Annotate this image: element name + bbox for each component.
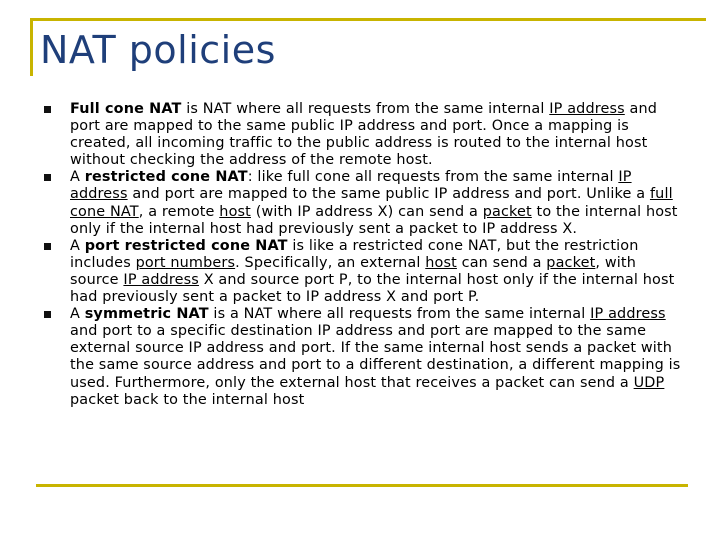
inline-link[interactable]: IP address (549, 101, 625, 117)
slide-title: NAT policies (40, 28, 276, 72)
inline-link[interactable]: IP address (70, 169, 632, 203)
text-segment: and port to a specific destination IP address and port are mapped to the same external source IP address and port. If the same internal host sends a packet with the same source address and port to a different destination, a different mapping is used. Furthermore, only the external host that receives a packet can send a (70, 323, 681, 391)
bullet-item (44, 101, 684, 169)
inline-link[interactable]: full cone NAT (70, 186, 673, 220)
inline-link[interactable]: UDP (633, 374, 665, 391)
bold-term: Full cone NAT (70, 101, 182, 117)
inline-link[interactable]: host (425, 254, 457, 271)
title-accent-vertical-line (30, 18, 33, 76)
bullet-square-icon (44, 174, 51, 181)
bullet-item (44, 169, 684, 237)
text-segment: A (70, 306, 85, 323)
bold-term: restricted cone NAT (84, 169, 248, 186)
text-segment: A (70, 169, 85, 186)
text-segment: and port are mapped to the same public IP address and port. Once a mapping is created, all incoming traffic to the public address is routed to the internal host without checking the address of the remote host. (70, 101, 658, 169)
text-segment: and port are mapped to the same public IP address and port. Unlike a (127, 186, 650, 203)
footer-divider-line (36, 484, 688, 487)
text-segment: A (70, 237, 85, 254)
inline-link[interactable]: packet (482, 203, 532, 220)
text-segment: is like a restricted cone NAT, but the restriction includes (70, 237, 639, 271)
inline-link[interactable]: IP address (590, 306, 666, 323)
bold-term: symmetric NAT (84, 306, 209, 323)
bullet-text (70, 169, 678, 236)
bullet-item (44, 238, 684, 306)
text-segment: to the internal host only if the internal host had previously sent a packet to IP address X. (70, 203, 678, 237)
text-segment: , with source (70, 254, 636, 288)
text-segment: packet back to the internal host (70, 391, 305, 408)
inline-link[interactable]: IP address (123, 271, 199, 288)
text-segment: . Specifically, an external (235, 254, 426, 271)
inline-link[interactable]: packet (546, 254, 596, 271)
bullet-text (70, 101, 657, 168)
text-segment: can send a (456, 254, 547, 271)
bullet-text (70, 306, 680, 407)
bullet-list (44, 101, 684, 409)
bullet-square-icon (44, 311, 51, 318)
bullet-square-icon (44, 243, 51, 250)
bullet-item (44, 306, 684, 409)
text-segment: is a NAT where all requests from the same internal (208, 306, 591, 323)
text-segment: (with IP address X) can send a (250, 203, 483, 220)
inline-link[interactable]: host (219, 203, 251, 220)
text-segment: is NAT where all requests from the same internal (181, 101, 550, 117)
bullet-text (70, 238, 674, 305)
bold-term: port restricted cone NAT (84, 237, 288, 254)
text-segment: , a remote (138, 203, 220, 220)
text-segment: : like full cone all requests from the same internal (247, 169, 619, 186)
inline-link[interactable]: port numbers (135, 254, 236, 271)
title-accent-horizontal-line (30, 18, 706, 21)
text-segment: X and source port P, to the internal host only if the internal host had previously sent a packet to IP address X and port P. (70, 271, 675, 306)
bullet-square-icon (44, 106, 51, 113)
